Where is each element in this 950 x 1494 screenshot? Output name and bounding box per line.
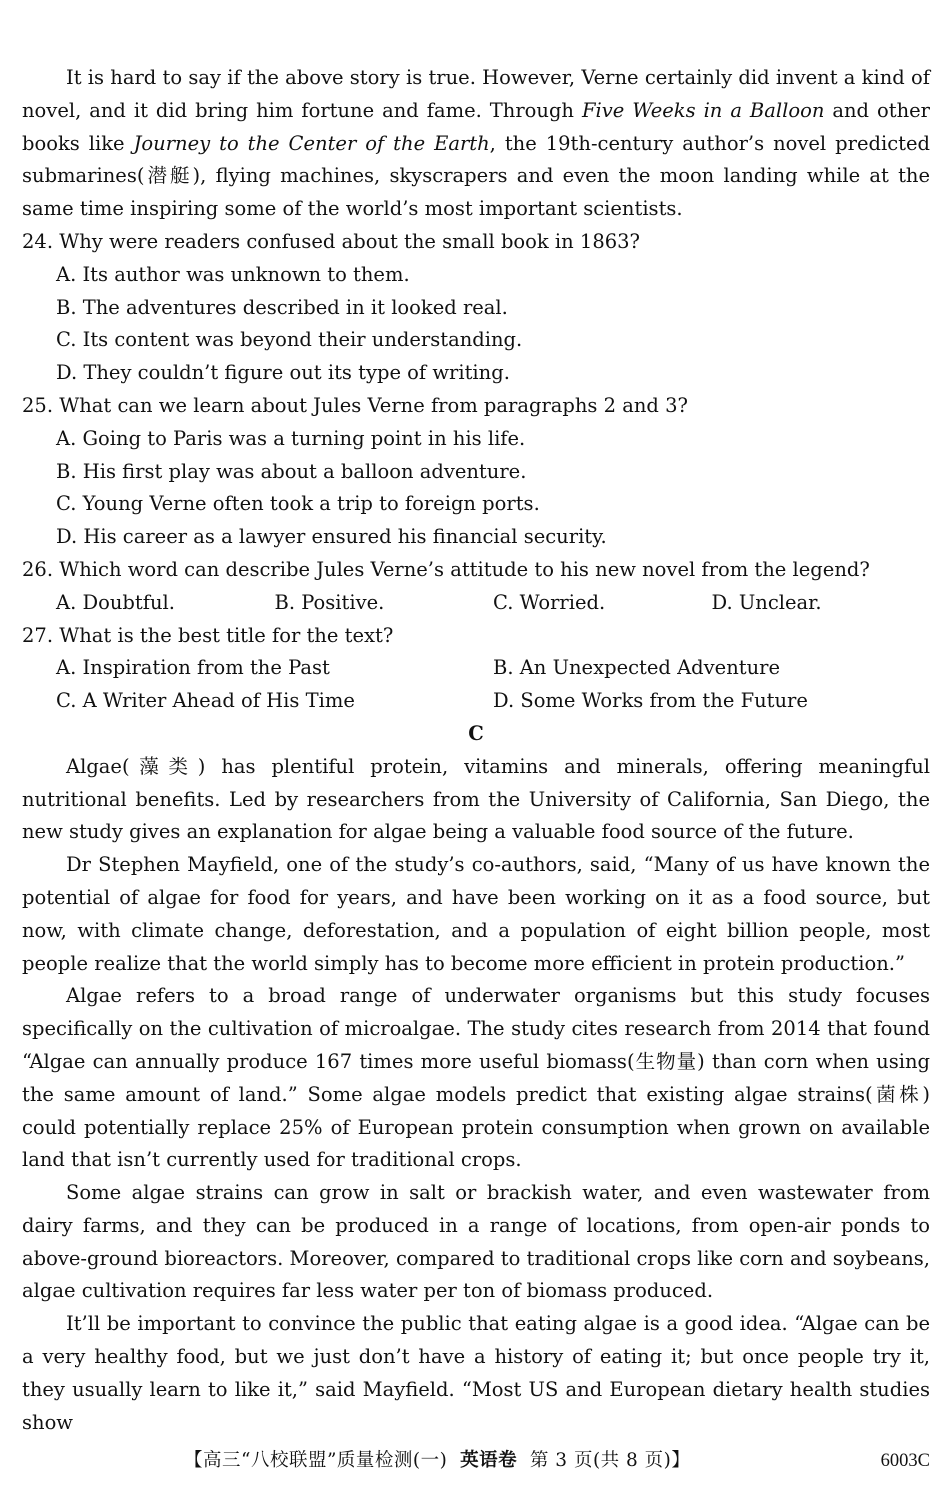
- section-c-paragraph-1: Algae(藻类) has plentiful protein, vitamins and minerals, offering meaningful nutritional benefits. Led by researchers from the University of California, San Diego, the new study gives an explanation for algae being a valuable food source of the future.: [22, 754, 930, 844]
- option-b: B. An Unexpected Adventure: [493, 656, 781, 680]
- options-row: [56, 652, 930, 685]
- option-c: C. Worried.: [493, 590, 606, 614]
- options-row: [56, 685, 930, 718]
- option-b: B. Positive.: [274, 590, 385, 614]
- question-24: [22, 226, 930, 390]
- option-d: D. They couldn’t figure out its type of writing.: [56, 361, 510, 385]
- question-stem: 24. Why were readers confused about the small book in 1863?: [22, 229, 641, 253]
- paragraph-text: and other books like: [22, 98, 930, 155]
- option-c: C. Its content was beyond their understanding.: [56, 328, 523, 352]
- page-footer: [22, 1449, 930, 1473]
- page-number: 第 3 页(共 8 页)】: [529, 1450, 691, 1471]
- section-c-paragraph-2: Dr Stephen Mayfield, one of the study’s co-authors, said, “Many of us have known the potential of algae for food for years, and have been working on it as a food source, but now, with climate change, deforestation, and a population of eight billion people, most people realize that the world simply has to become more efficient in protein production.”: [22, 853, 930, 975]
- exam-name: 【高三“八校联盟”质量检测(一): [184, 1450, 448, 1471]
- option-d: D. Some Works from the Future: [493, 689, 808, 713]
- option-a: A. Its author was unknown to them.: [56, 262, 410, 286]
- option-a: A. Inspiration from the Past: [56, 656, 330, 680]
- option-b: B. The adventures described in it looked real.: [56, 295, 508, 319]
- question-25: [22, 390, 930, 554]
- option-d: D. Unclear.: [711, 590, 822, 614]
- option-c: C. A Writer Ahead of His Time: [56, 689, 355, 713]
- passage-b-final-paragraph: [22, 62, 930, 226]
- section-heading: C: [468, 721, 484, 745]
- book-title: Journey to the Center of the Earth: [133, 131, 490, 155]
- paper-code: 6003C: [880, 1451, 930, 1471]
- book-title: Five Weeks in a Balloon: [581, 98, 825, 122]
- option-d: D. His career as a lawyer ensured his financial security.: [56, 525, 607, 549]
- option-b: B. His first play was about a balloon adventure.: [56, 459, 527, 483]
- question-stem: 25. What can we learn about Jules Verne from paragraphs 2 and 3?: [22, 393, 688, 417]
- section-c-paragraph-5: It’ll be important to convince the public that eating algae is a good idea. “Algae can be a very healthy food, but we just don’t have a history of eating it; but once people try it, they usually learn to like it,” said Mayfield. “Most US and European dietary health studies show: [22, 1312, 930, 1434]
- section-c-paragraph-4: Some algae strains can grow in salt or brackish water, and even wastewater from dairy farms, and they can be produced in a range of locations, from open-air ponds to above-ground bioreactors. Moreover, compared to traditional crops like corn and soybeans, algae cultivation requires far less water per ton of biomass produced.: [22, 1181, 930, 1303]
- paragraph-text: , the 19th-century author’s novel predicted submarines(潜艇), flying machines, skyscrapers and even the moon landing while at the same time inspiring some of the world’s most important scientists.: [22, 131, 930, 221]
- section-c-paragraph-3: Algae refers to a broad range of underwater organisms but this study focuses specifically on the cultivation of microalgae. The study cites research from 2014 that found “Algae can annually produce 167 times more useful biomass(生物量) than corn when using the same amount of land.” Some algae models predict that existing algae strains(菌株) could potentially replace 25% of European protein consumption when grown on available land that isn’t currently used for traditional crops.: [22, 984, 930, 1172]
- option-a: A. Going to Paris was a turning point in his life.: [56, 426, 526, 450]
- question-27: [22, 620, 930, 718]
- question-stem: 27. What is the best title for the text?: [22, 623, 394, 647]
- option-a: A. Doubtful.: [56, 590, 175, 614]
- paragraph-text: It is hard to say if the above story is true. However, Verne certainly did invent a kind of novel, and it did bring him fortune and fame. Through: [22, 66, 930, 122]
- question-26: [22, 554, 930, 620]
- subject-label: 英语卷: [460, 1450, 518, 1471]
- option-c: C. Young Verne often took a trip to foreign ports.: [56, 492, 540, 516]
- question-stem: 26. Which word can describe Jules Verne’s attitude to his new novel from the legend?: [22, 557, 870, 581]
- exam-page: [22, 62, 930, 1439]
- options-row: [56, 587, 930, 620]
- footer-title: [184, 1449, 690, 1473]
